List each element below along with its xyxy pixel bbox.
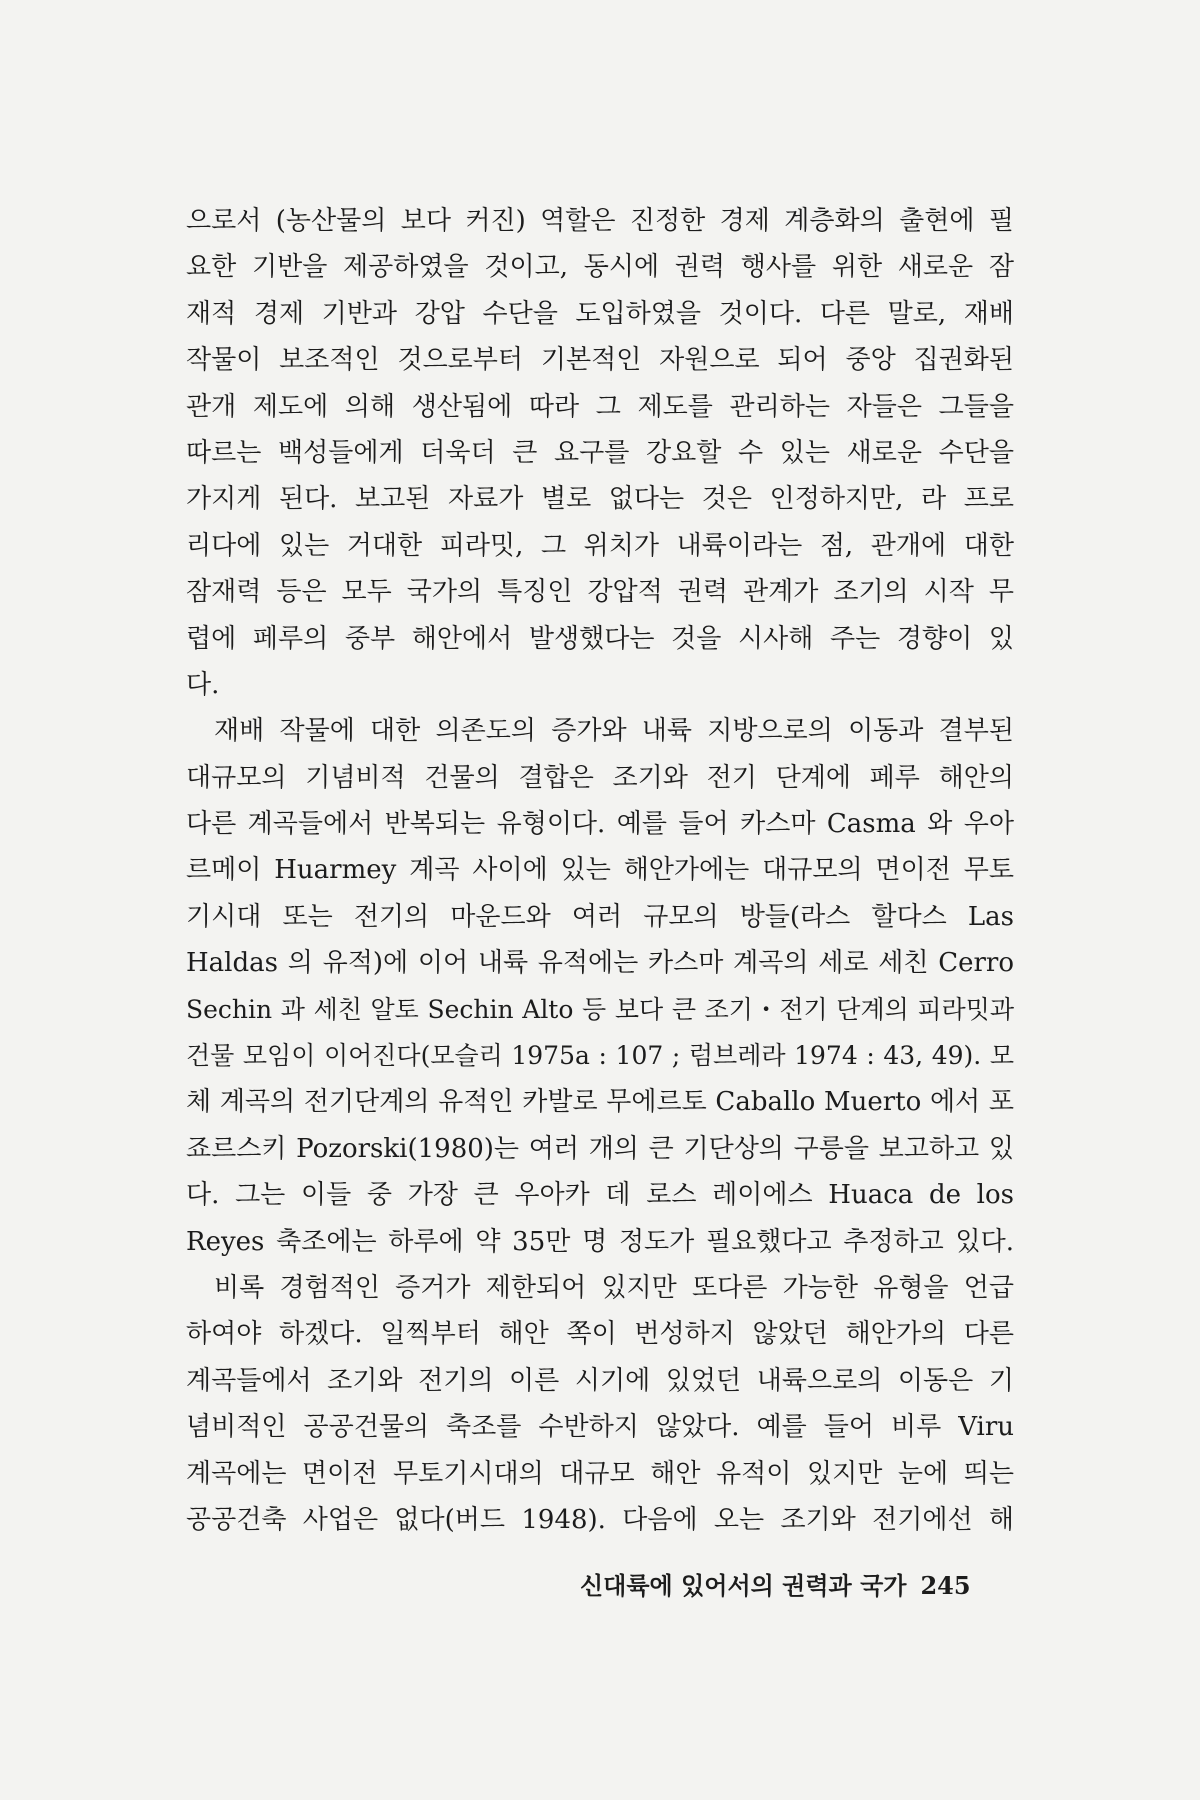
text-line: 대규모의 기념비적 건물의 결합은 조기와 전기 단계에 페루 해안의 [186, 762, 1014, 793]
text-line: 공공건축 사업은 없다(버드 1948). 다음에 오는 조기와 전기에선 해 [186, 1504, 1014, 1535]
text-line: 하여야 하겠다. 일찍부터 해안 쪽이 번성하지 않았던 해안가의 다른 [186, 1319, 1014, 1350]
text-line: 리다에 있는 거대한 피라밋, 그 위치가 내륙이라는 점, 관개에 대한 [186, 530, 1014, 561]
text-line: 체 계곡의 전기단계의 유적인 카발로 무에르토 Caballo Muerto 에서 포 [186, 1087, 1014, 1118]
text-line: 다. 그는 이들 중 가장 큰 우아카 데 로스 레이에스 Huaca de los [186, 1180, 1014, 1211]
text-line: Sechin 과 세친 알토 Sechin Alto 등 보다 큰 조기・전기 단계의 피라밋과 [186, 994, 1014, 1024]
text-line: 따르는 백성들에게 더욱더 큰 요구를 강요할 수 있는 새로운 수단을 [186, 437, 1014, 468]
text-line: Reyes 축조에는 하루에 약 35만 명 정도가 필요했다고 추정하고 있다. [186, 1226, 1014, 1257]
text-line: 요한 기반을 제공하였을 것이고, 동시에 권력 행사를 위한 새로운 잠 [186, 252, 1014, 283]
text-line: 죠르스키 Pozorski(1980)는 여러 개의 큰 기단상의 구릉을 보고하고 있 [186, 1133, 1014, 1164]
page-number: 245 [920, 1571, 971, 1600]
text-line: 계곡에는 면이전 무토기시대의 대규모 해안 유적이 있지만 눈에 띄는 [186, 1458, 1014, 1489]
text-line: 기시대 또는 전기의 마운드와 여러 규모의 방들(라스 할다스 Las [186, 901, 1014, 932]
text-line: 념비적인 공공건물의 축조를 수반하지 않았다. 예를 들어 비루 Viru [186, 1412, 1014, 1443]
text-line: 계곡들에서 조기와 전기의 이른 시기에 있었던 내륙으로의 이동은 기 [186, 1365, 1014, 1396]
text-line: 다. [186, 669, 220, 700]
text-line: 비록 경험적인 증거가 제한되어 있지만 또다른 가능한 유형을 언급 [214, 1272, 1014, 1303]
text-line: 관개 제도에 의해 생산됨에 따라 그 제도를 관리하는 자들은 그들을 [186, 391, 1014, 422]
text-line: 작물이 보조적인 것으로부터 기본적인 자원으로 되어 중앙 집권화된 [186, 345, 1014, 376]
text-line: 렵에 페루의 중부 해안에서 발생했다는 것을 시사해 주는 경향이 있 [186, 623, 1014, 654]
running-title: 신대륙에 있어서의 권력과 국가 [580, 1571, 907, 1600]
text-line: 다른 계곡들에서 반복되는 유형이다. 예를 들어 카스마 Casma 와 우아 [186, 809, 1014, 840]
text-line: 잠재력 등은 모두 국가의 특징인 강압적 권력 관계가 조기의 시작 무 [186, 577, 1014, 608]
text-line: 르메이 Huarmey 계곡 사이에 있는 해안가에는 대규모의 면이전 무토 [186, 855, 1014, 886]
page-footer [580, 1566, 980, 1606]
text-line: 재적 경제 기반과 강압 수단을 도입하였을 것이다. 다른 말로, 재배 [186, 298, 1014, 329]
text-line: 가지게 된다. 보고된 자료가 별로 없다는 것은 인정하지만, 라 프로 [186, 484, 1014, 515]
text-line: Haldas 의 유적)에 이어 내륙 유적에는 카스마 계곡의 세로 세친 Cerro [186, 948, 1014, 979]
text-line: 으로서 (농산물의 보다 커진) 역할은 진정한 경제 계층화의 출현에 필 [186, 206, 1014, 236]
body-text [186, 198, 1014, 1543]
text-line: 재배 작물에 대한 의존도의 증가와 내륙 지방으로의 이동과 결부된 [214, 716, 1014, 747]
text-line: 건물 모임이 이어진다(모슬리 1975a : 107 ; 럼브레라 1974 : 43, 49). 모 [186, 1041, 1014, 1071]
